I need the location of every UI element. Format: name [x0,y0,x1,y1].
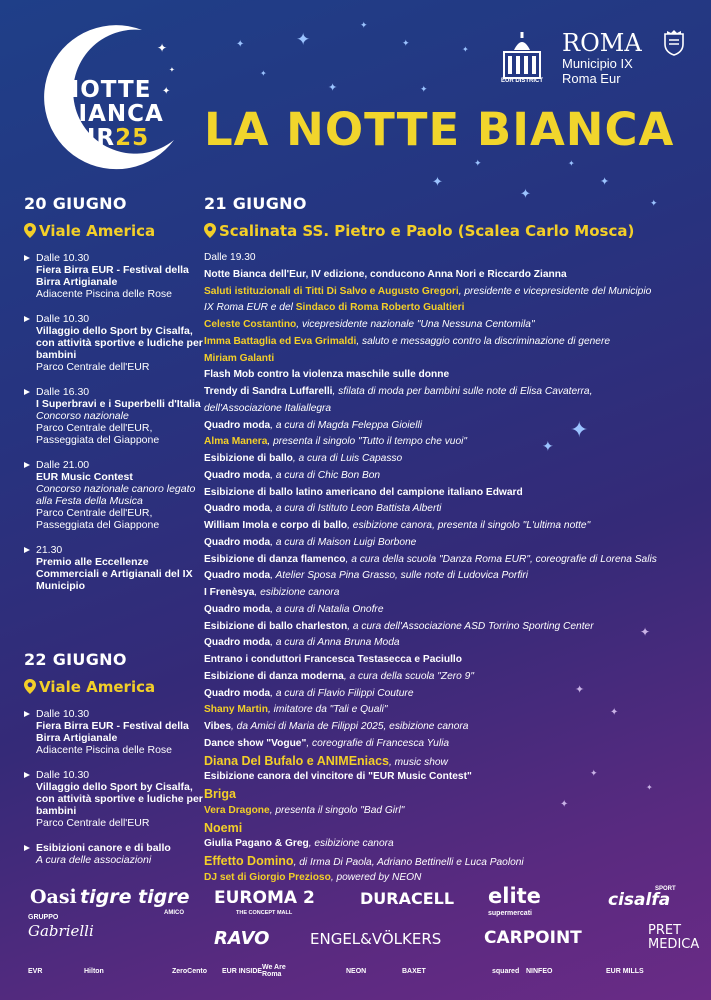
program-line [204,619,694,639]
program-line [204,669,694,686]
program-title: Flash Mob contro la violenza maschile sulle donne [204,369,450,381]
sponsor-tigre-amico: tigre [138,886,190,908]
sponsor-eur-mills: EUR MILLS [606,968,644,975]
program-detail: , esibizione canora, presenta il singolo "L'ultima notte" [347,520,591,531]
sponsor-elite-sub: supermercati [488,910,532,917]
sponsor-engel-volkers: ENGEL&VÖLKERS [310,930,442,948]
program-line [204,769,694,786]
svg-text:✦: ✦ [157,41,168,55]
location-pin-icon [24,223,36,238]
program-detail: , powered by NEON [330,871,422,883]
star-icon: ✦ [520,187,531,202]
program-title: Quadro moda [204,536,271,548]
program-line [204,719,694,736]
event-location: Parco Centrale dell'EUR [36,817,150,829]
notte-bianca-logo [24,22,184,172]
program-time: Dalle 19.30 [204,252,256,263]
star-icon: ✦ [640,625,651,639]
sponsor-elite: elite [488,884,541,908]
logo-text [60,78,164,150]
program-detail: , a cura dell'Associazione ASD Torrino Sporting Center [347,620,594,632]
program-detail: , esibizione canora [254,587,340,598]
sponsor-oasi: Oasi [30,886,77,908]
program-line [204,300,694,317]
program-detail: , vicepresidente nazionale "Una Nessuna Centomila" [296,319,535,330]
program-highlight: Celeste Costantino [204,319,297,330]
program-title: Esibizione di danza flamenco [204,553,346,565]
star-icon: ✦ [610,707,619,718]
program-line [204,401,694,418]
program-line [204,836,694,853]
program-line [204,367,694,384]
program-line [204,820,694,837]
program-line [204,702,694,719]
star-icon: ✦ [646,783,653,792]
program-line [204,568,694,585]
star-icon: ✦ [474,159,482,169]
event-item [24,769,204,829]
logo-line2: BIANCA [60,101,164,127]
program-title: Esibizione di ballo latino americano del campione italiano Edward [204,486,523,498]
program-title: Quadro moda [204,469,271,481]
program-highlight: Vera Dragone [204,804,270,816]
event-title: Villaggio dello Sport by Cisalfa, con attività sportive e ludiche per bambini [36,781,203,817]
program-line [204,518,694,535]
program-line [204,803,694,820]
event-title: Premio alle Eccellenze Commerciali e Artigianali del IX Municipio [36,556,193,592]
star-icon: ✦ [236,39,245,50]
event-location: Adiacente Piscina delle Rose [36,744,172,756]
day-21-program [204,250,694,887]
program-line [204,552,694,569]
program-detail: , Atelier Sposa Pina Grasso, sulle note di Ludovica Porfiri [270,570,529,582]
star-icon: ✦ [260,69,267,78]
program-detail: , a cura della scuola "Danza Roma EUR", coreografie di Lorena Salis [345,553,657,565]
event-location: Parco Centrale dell'EUR, Passeggiata del Giappone [36,507,160,531]
event-time: Dalle 16.30 [36,386,90,398]
program-highlight: Shany Martin [204,704,268,716]
event-title: Fiera Birra EUR - Festival della Birra Artigianale [36,264,189,288]
program-detail: , saluto e messaggio contro la discriminazione di genere [356,335,611,347]
roma-city: ROMA [562,29,642,57]
program-line [204,585,694,602]
roma-crest-icon [663,30,685,56]
program-line [204,602,694,619]
day-20-events [24,252,204,605]
program-title: Esibizione di danza moderna [204,670,344,682]
event-time: Dalle 21.00 [36,459,90,471]
program-detail: , a cura di Luis Capasso [292,453,403,464]
star-icon: ✦ [650,199,658,209]
event-title: Fiera Birra EUR - Festival della Birra Artigianale [36,720,189,744]
eur-district-label: EUR DISTRICT [501,78,543,84]
sponsor-cisalfa: cisalfa [608,890,671,910]
location-pin-icon [204,223,216,238]
sponsor-neon: NEON [346,968,367,975]
roma-municipio-logo [562,30,642,86]
star-icon: ✦ [360,21,368,31]
star-icon: ✦ [296,30,311,50]
star-icon: ✦ [462,45,469,54]
star-icon: ✦ [542,439,554,455]
event-time: Dalle 10.30 [36,313,90,325]
program-detail: , da Amici di Maria de Filippi 2025, esibizione canora [231,721,469,732]
star-icon: ✦ [590,769,598,779]
event-time: Dalle 10.30 [36,769,90,781]
star-icon: ✦ [600,175,610,188]
event-note: A cura delle associazioni [36,854,152,866]
sponsor-ninfeo: NINFEO [526,968,553,975]
program-detail: , a cura di Maison Luigi Borbone [270,536,417,548]
program-highlight: DJ set di Giorgio Prezioso [204,871,331,883]
event-time: Dalle 10.30 [36,708,90,720]
program-title: Vibes [204,721,231,732]
event-title: EUR Music Contest [36,471,133,483]
sponsor-baxet: BAXET [402,968,426,975]
star-icon: ✦ [570,418,589,443]
sponsor-eur-inside: EUR INSIDE [222,968,263,975]
sponsor-carpoint: CARPOINT [484,928,582,948]
program-line [204,284,694,301]
sponsor-tigre-amico-sub: AMICO [164,910,184,916]
program-line [204,853,694,870]
program-detail: , a cura di Magda Feleppa Gioielli [270,419,422,431]
program-line [204,384,694,401]
program-title: Quadro moda [204,419,271,431]
program-highlight: Sindaco di Roma Roberto Gualtieri [295,302,465,314]
sponsor-gabrielli: Gabrielli [28,922,94,940]
event-item [24,459,204,531]
program-title: Quadro moda [204,687,271,699]
program-title: Giulia Pagano & Greg [204,838,309,850]
event-item [24,544,204,592]
sponsor-zerocento: ZeroCento [172,968,207,975]
event-item [24,252,204,300]
day-20-place [24,222,155,240]
star-icon: ✦ [568,159,575,168]
sponsor-tigre: tigre [80,886,132,908]
event-time: Dalle 10.30 [36,252,90,264]
logo-line3a: EUR [60,125,116,151]
event-item [24,313,204,373]
program-highlight: Alma Manera [204,436,268,448]
program-title: Quadro moda [204,603,271,615]
sponsor-squared: squared [492,968,520,975]
program-line [204,267,694,284]
program-line [204,468,694,485]
day-21-heading: 21 GIUGNO [204,194,307,213]
program-line [204,652,694,669]
sponsor-logos [0,884,711,994]
program-highlight: Briga [204,787,236,801]
program-highlight: Effetto Domino [204,854,294,868]
program-title: Quadro moda [204,637,271,649]
program-detail: , a cura di Flavio Filippi Couture [270,687,414,699]
program-highlight: Noemi [204,820,243,835]
program-detail: , esibizione canora [308,838,394,850]
program-detail: , music show [389,756,448,768]
program-detail: , a cura di Istituto Leon Battista Alberti [270,503,442,515]
program-highlight: Saluti istituzionali di Titti Di Salvo e Augusto Gregori [204,285,459,297]
sponsor-euroma2: EUROMA 2 [214,888,315,908]
sponsor-cisalfa-sub: SPORT [655,886,676,892]
program-detail: , coreografie di Francesca Yulia [306,737,450,749]
program-detail: , a cura di Anna Bruna Moda [270,637,400,649]
day-21-place-label: Scalinata SS. Pietro e Paolo (Scalea Carlo Mosca) [219,222,635,240]
program-line [204,783,694,803]
eur-district-logo [496,28,548,88]
svg-text:✦: ✦ [169,66,175,74]
program-detail: , sfilata di moda per bambini sulle note di Elisa Cavaterra, [332,386,593,397]
sponsor-gruppo-label: GRUPPO [28,914,59,921]
logo-year: 25 [115,125,150,151]
program-highlight: Miriam Galanti [204,352,275,364]
sponsor-pret-medica: PRET MEDICA [648,923,700,952]
program-line [204,418,694,435]
program-title: Esibizione di ballo [204,453,293,464]
day-20-place-label: Viale America [39,222,156,240]
program-line [204,334,694,351]
day-22-heading: 22 GIUGNO [24,650,127,669]
program-title: William Imola e corpo di ballo [204,520,348,531]
program-detail: , a cura di Natalia Onofre [270,603,384,615]
sponsor-ravo: RAVO [214,928,270,949]
program-line [204,250,694,267]
event-location: Adiacente Piscina delle Rose [36,288,172,300]
program-detail: , a cura di Chic Bon Bon [270,469,381,481]
program-line [204,434,694,451]
program-line [204,351,694,368]
program-detail: dell'Associazione Italiallegra [204,402,332,414]
event-note: Concorso nazionale [36,410,129,422]
program-detail: IX Roma EUR e del [204,302,296,314]
program-title: Dance show "Vogue" [204,737,307,749]
star-icon: ✦ [420,85,428,95]
program-highlight: Imma Battaglia ed Eva Grimaldi [204,335,357,347]
main-title: LA NOTTE BIANCA [204,103,675,156]
event-time: 21.30 [36,544,63,556]
program-title: I Frenèsya [204,587,255,598]
program-detail: , imitatore da "Tali e Quali" [267,704,388,716]
day-22-place [24,678,155,696]
event-item [24,842,204,866]
program-title: Entrano i conduttori Francesca Testasecca e Paciullo [204,654,462,665]
day-21-place [204,222,634,240]
program-line [204,753,694,770]
star-icon: ✦ [432,175,443,190]
event-location: Parco Centrale dell'EUR [36,361,150,373]
program-line [204,535,694,552]
roma-area: Roma Eur [562,71,621,86]
program-detail: , presenta il singolo "Tutto il tempo che vuoi" [267,436,467,448]
program-detail: , a cura della scuola "Zero 9" [343,670,474,682]
event-title: I Superbravi e i Superbelli d'Italia [36,398,201,410]
program-line [204,451,694,468]
program-title: Quadro moda [204,503,271,515]
program-title: Quadro moda [204,570,271,582]
event-item [24,386,204,446]
svg-text:✦: ✦ [162,86,171,97]
program-highlight: Diana Del Bufalo e ANIMEniacs [204,753,389,768]
star-icon: ✦ [560,799,569,810]
program-title: Esibizione canora del vincitore di "EUR Music Contest" [204,771,472,783]
program-line [204,317,694,334]
event-item [24,708,204,756]
event-title: Villaggio dello Sport by Cisalfa, con attività sportive e ludiche per bambini [36,325,203,361]
location-pin-icon [24,679,36,694]
program-line [204,736,694,753]
sponsor-duracell: DURACELL [360,889,455,908]
program-title: Notte Bianca dell'Eur, IV edizione, conducono Anna Nori e Riccardo Zianna [204,268,567,280]
star-icon: ✦ [402,39,410,49]
roma-municipio: Municipio IX [562,56,633,71]
program-line [204,635,694,652]
event-title: Esibizioni canore e di ballo [36,842,171,854]
program-title: Trendy di Sandra Luffarelli [204,386,333,397]
program-line [204,501,694,518]
day-22-place-label: Viale America [39,678,156,696]
day-20-heading: 20 GIUGNO [24,194,127,213]
program-detail: , di Irma Di Paola, Adriano Bettinelli e Luca Paoloni [293,857,524,868]
event-note: Concorso nazionale canoro legato alla Festa della Musica [36,483,196,507]
sponsor-evr: EVR [28,968,43,975]
day-22-events [24,708,204,879]
event-location: Parco Centrale dell'EUR, Passeggiata del Giappone [36,422,160,446]
program-line [204,485,694,502]
sponsor-we-are-roma: We Are Roma [262,964,286,978]
sponsor-euroma2-sub: THE CONCEPT MALL [236,910,293,916]
program-detail: , presenta il singolo "Bad Girl" [269,804,405,816]
program-title: Esibizione di ballo charleston [204,620,348,632]
sponsor-hilton: Hilton [84,968,104,975]
program-detail: , presidente e vicepresidente del Municipio [458,285,652,297]
program-line [204,683,694,703]
star-icon: ✦ [328,81,338,94]
logo-line1: NOTTE [60,77,152,103]
star-icon: ✦ [575,683,585,696]
